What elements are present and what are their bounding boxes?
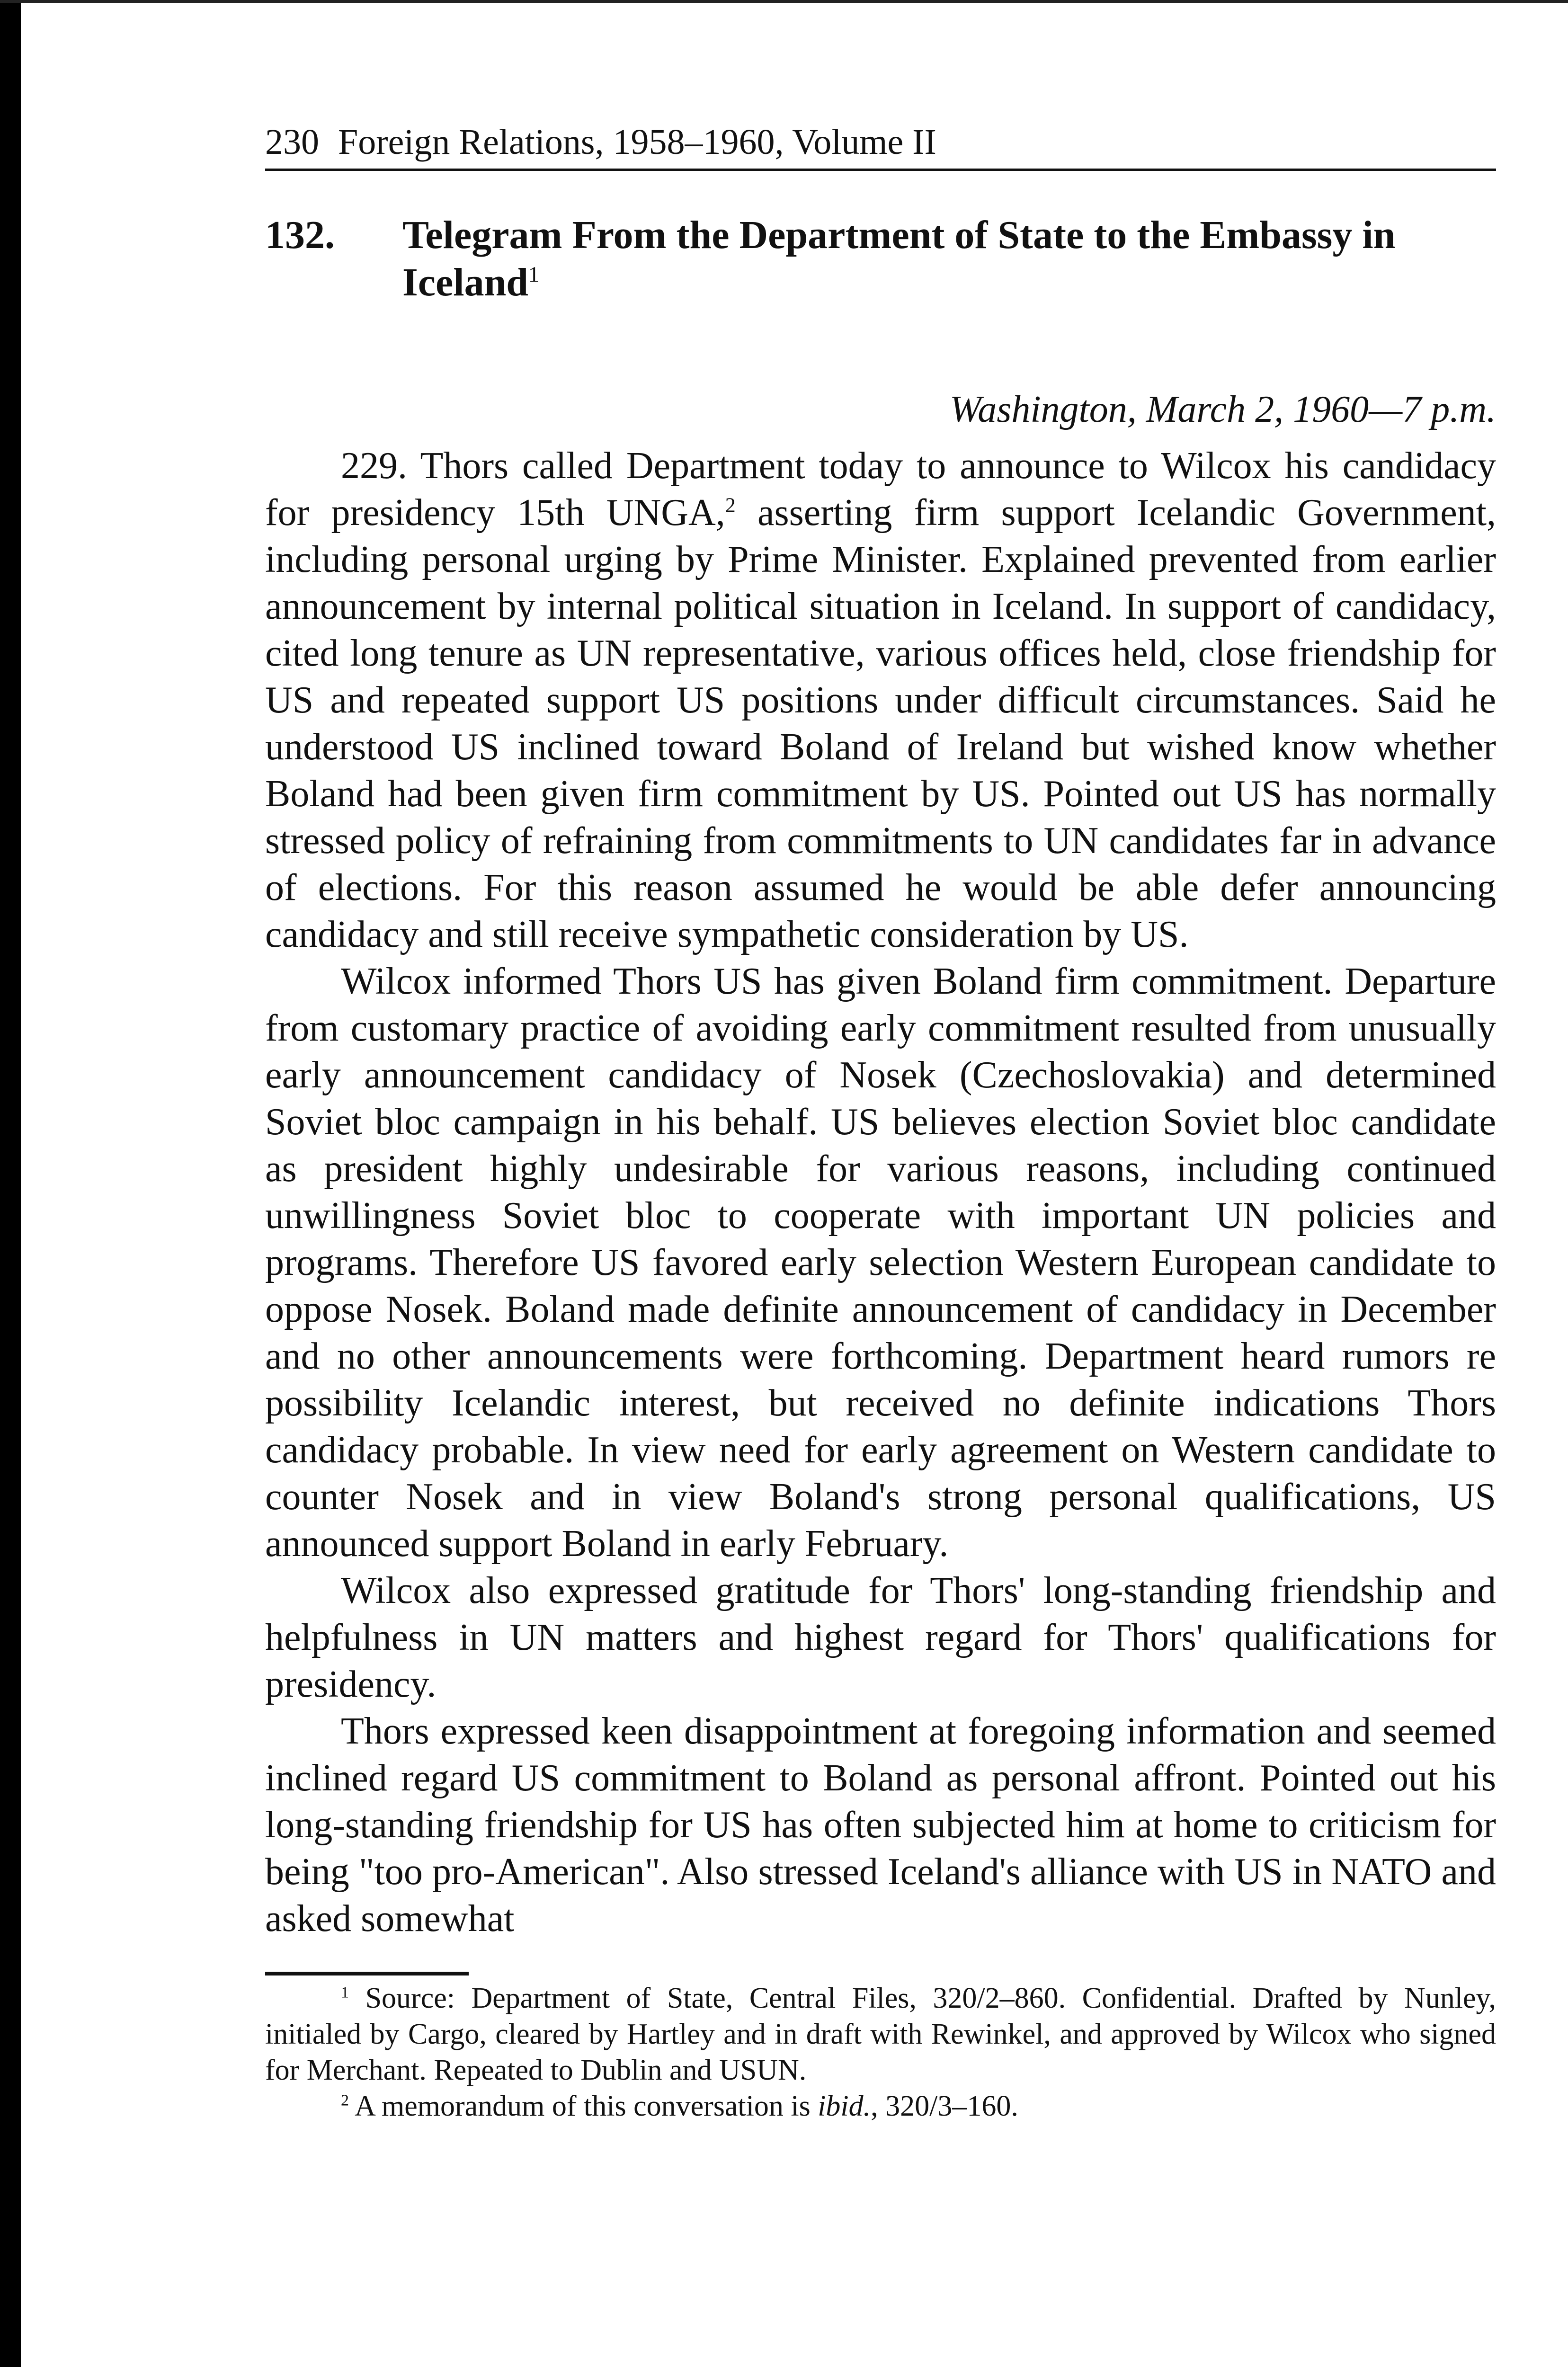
footnote-ref-1: 1 — [528, 262, 540, 286]
footnote-1 — [265, 1980, 1496, 2088]
scan-top-edge — [0, 0, 1568, 3]
footnote-2-marker: 2 — [341, 2091, 349, 2109]
running-head — [265, 118, 1496, 171]
paragraph-1 — [265, 443, 1496, 958]
paragraph-3: Wilcox also expressed gratitude for Thors' long-standing friendship and helpfulness in UN matters and highest regard for Thors' qualifications for presidency. — [265, 1570, 1496, 1705]
document-page — [265, 118, 1496, 2124]
footnote-ref-2: 2 — [725, 493, 736, 517]
paragraph-1-text-b: asserting firm support Icelandic Government, including personal urging by Prime Minister. Explained prevented from earlier announcement by internal political situation in Iceland. In support of candidacy, cited long tenure as UN representative, various offices held, close friendship for US and repeated support US positions under difficult circumstances. Said he understood US inclined toward Boland of Ireland but wished know whether Boland had been given firm commitment by US. Pointed out US has normally stressed policy of refraining from commitments to UN candidates far in advance of elections. For this reason assumed he would be able defer announcing candidacy and still receive sympathetic consideration by US. — [265, 492, 1496, 955]
document-title — [402, 212, 1496, 306]
paragraph-2: Wilcox informed Thors US has given Boland firm commitment. Departure from customary practice of avoiding early commitment resulted from unusually early announcement candidacy of Nosek (Czechoslovakia) and determined Soviet bloc campaign in his behalf. US believes election Soviet bloc candidate as president highly undesirable for various reasons, including continued unwillingness Soviet bloc to cooperate with important UN policies and programs. Therefore US favored early selection Western European candidate to oppose Nosek. Boland made definite announcement of candidacy in December and no other announcements were forthcoming. Department heard rumors re possibility Icelandic interest, but received no definite indications Thors candidacy probable. In view need for early agreement on Western candidate to counter Nosek and in view Boland's strong personal qualifications, US announced support Boland in early February. — [265, 961, 1496, 1565]
footnote-2 — [265, 2088, 1496, 2124]
document-heading — [265, 212, 1496, 306]
document-number: 132. — [265, 213, 335, 257]
footnote-1-text: Source: Department of State, Central Files, 320/2–860. Confidential. Drafted by Nunley, initialed by Cargo, cleared by Hartley and in draft with Rewinkel, and approved by Wilcox who signed for Merchant. Repeated to Dublin and USUN. — [265, 1982, 1496, 2086]
paragraph-1-text-a: 229. Thors called Department today to announce to Wilcox his candidacy for presidency 15th UNGA, — [265, 445, 1496, 534]
volume-title: Foreign Relations, 1958–1960, Volume II — [338, 122, 936, 162]
footnote-2-text-b: , 320/3–160. — [871, 2090, 1018, 2122]
footnote-2-text-a: A memorandum of this conversation is — [349, 2090, 818, 2122]
dateline: Washington, March 2, 1960—7 p.m. — [949, 389, 1496, 430]
paragraph-4: Thors expressed keen disappointment at foregoing information and seemed inclined regard US commitment to Boland as personal affront. Pointed out his long-standing friendship for US has often subjected him at home to criticism for being "too pro-American". Also stressed Iceland's alliance with US in NATO and asked somewhat — [265, 1710, 1496, 1940]
footnote-2-ibid: ibid. — [818, 2090, 871, 2122]
document-title-text: Telegram From the Department of State to the Embassy in Iceland — [402, 213, 1396, 304]
footnote-1-marker: 1 — [341, 1984, 349, 2002]
page-number: 230 — [265, 122, 319, 162]
footnote-divider — [265, 1972, 469, 1975]
scan-edge-shadow — [0, 0, 21, 2367]
